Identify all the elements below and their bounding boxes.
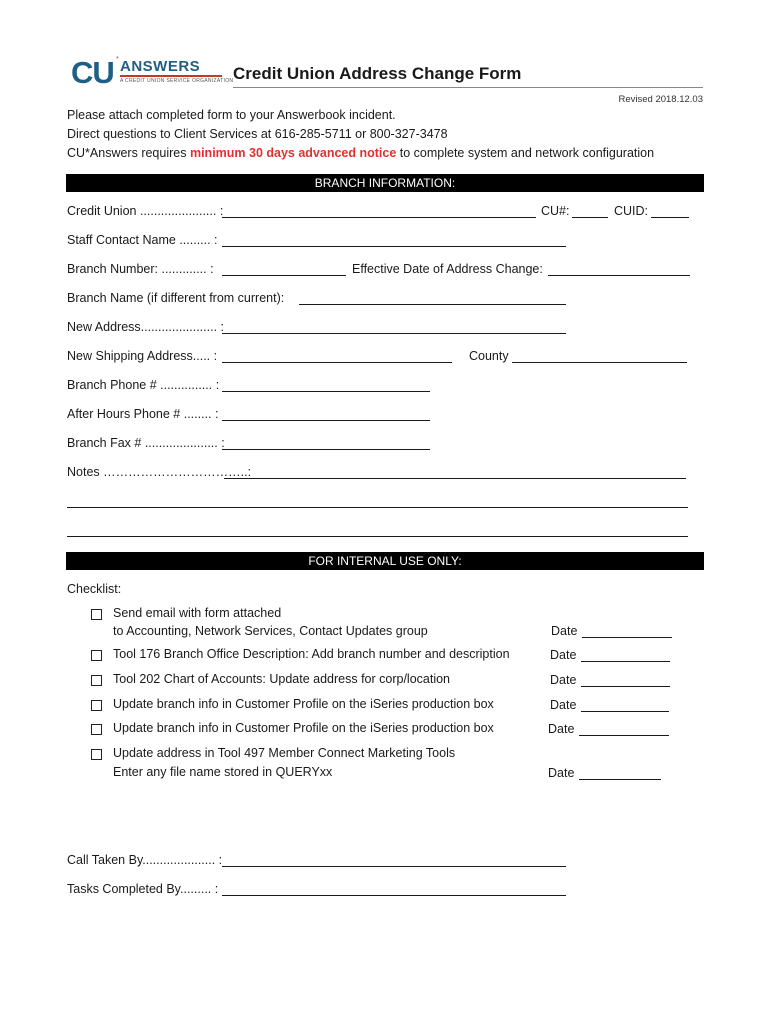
advance-notice-highlight: minimum 30 days advanced notice (189, 146, 397, 160)
branch-phone-label: Branch Phone # ............... : (67, 378, 220, 392)
after-hours-field[interactable] (222, 420, 430, 421)
checklist-item-5: Update branch info in Customer Profile on the iSeries production box (113, 721, 494, 735)
logo-tagline: A CREDIT UNION SERVICE ORGANIZATION (120, 78, 234, 84)
new-shipping-label: New Shipping Address..... : (67, 349, 218, 363)
internal-use-header: FOR INTERNAL USE ONLY: (66, 552, 704, 570)
effective-date-field[interactable] (548, 275, 690, 276)
branch-fax-label: Branch Fax # ..................... : (67, 436, 225, 450)
intro-line-3-end: to complete system and network configuration (396, 146, 655, 160)
new-shipping-field[interactable] (222, 362, 452, 363)
call-taken-field[interactable] (222, 866, 566, 867)
notes-field-line-2[interactable] (67, 507, 688, 508)
logo-underline (120, 75, 222, 77)
checklist-label: Checklist: (67, 582, 122, 596)
checkbox-4[interactable] (91, 700, 102, 711)
county-label: County (469, 349, 509, 363)
checklist-item-6-line-2: Enter any file name stored in QUERYxx (113, 765, 333, 779)
branch-name-field[interactable] (299, 304, 566, 305)
notes-field-line-1[interactable] (224, 478, 686, 479)
checklist-item-4-date-field[interactable] (581, 711, 669, 712)
checklist-item-1-line-2: to Accounting, Network Services, Contact Updates group (113, 624, 428, 638)
branch-name-label: Branch Name (if different from current): (67, 291, 285, 305)
staff-contact-field[interactable] (222, 246, 566, 247)
branch-phone-field[interactable] (222, 391, 430, 392)
checklist-item-4-date-label: Date (550, 698, 577, 712)
checkbox-3[interactable] (91, 675, 102, 686)
checkbox-6[interactable] (91, 749, 102, 760)
checklist-item-2: Tool 176 Branch Office Description: Add branch number and description (113, 647, 510, 661)
after-hours-label: After Hours Phone # ........ : (67, 407, 219, 421)
checklist-item-4: Update branch info in Customer Profile on the iSeries production box (113, 697, 494, 711)
checkbox-5[interactable] (91, 724, 102, 735)
logo-answers-text: ANSWERS (120, 58, 201, 75)
credit-union-label: Credit Union ...................... : (67, 204, 224, 218)
county-field[interactable] (512, 362, 687, 363)
cu-number-label: CU#: (541, 204, 570, 218)
revised-date: Revised 2018.12.03 (618, 94, 703, 105)
checklist-item-6-date-label: Date (548, 766, 575, 780)
intro-line-1: Please attach completed form to your Answerbook incident. (67, 108, 396, 122)
checklist-item-6-date-field[interactable] (579, 779, 661, 780)
checkbox-2[interactable] (91, 650, 102, 661)
effective-date-label: Effective Date of Address Change: (352, 262, 543, 276)
staff-contact-label: Staff Contact Name ......... : (67, 233, 218, 247)
branch-number-field[interactable] (222, 275, 346, 276)
cuid-field[interactable] (651, 217, 689, 218)
call-taken-label: Call Taken By..................... : (67, 853, 223, 867)
checklist-item-2-date-field[interactable] (581, 661, 670, 662)
tasks-completed-label: Tasks Completed By......... : (67, 882, 219, 896)
new-address-label: New Address...................... : (67, 320, 224, 334)
logo-star: * (116, 56, 119, 63)
checklist-item-3-date-label: Date (550, 673, 577, 687)
cu-number-field[interactable] (572, 217, 608, 218)
checklist-item-1-date-field[interactable] (582, 637, 672, 638)
checklist-item-5-date-label: Date (548, 722, 575, 736)
branch-number-label: Branch Number: ............. : (67, 262, 214, 276)
checklist-item-1-date-label: Date (551, 624, 578, 638)
notes-label: Notes ……………………………..: (67, 465, 252, 479)
checklist-item-2-date-label: Date (550, 648, 577, 662)
tasks-completed-field[interactable] (222, 895, 566, 896)
intro-line-3-start: CU*Answers requires (67, 146, 190, 160)
intro-line-3 (67, 146, 654, 160)
checklist-item-3-date-field[interactable] (581, 686, 670, 687)
branch-fax-field[interactable] (222, 449, 430, 450)
new-address-field[interactable] (222, 333, 566, 334)
checklist-item-3: Tool 202 Chart of Accounts: Update address for corp/location (113, 672, 450, 686)
intro-line-2: Direct questions to Client Services at 616-285-5711 or 800-327-3478 (67, 127, 448, 141)
credit-union-field[interactable] (222, 217, 536, 218)
form-title: Credit Union Address Change Form (233, 64, 522, 83)
branch-information-header: BRANCH INFORMATION: (66, 174, 704, 192)
logo-cu-text: CU (71, 55, 114, 90)
checkbox-1[interactable] (91, 609, 102, 620)
notes-field-line-3[interactable] (67, 536, 688, 537)
checklist-item-6-line-1: Update address in Tool 497 Member Connect Marketing Tools (113, 746, 456, 760)
title-rule (233, 87, 703, 88)
checklist-item-1-line-1: Send email with form attached (113, 606, 282, 620)
checklist-item-5-date-field[interactable] (579, 735, 669, 736)
cuid-label: CUID: (614, 204, 649, 218)
